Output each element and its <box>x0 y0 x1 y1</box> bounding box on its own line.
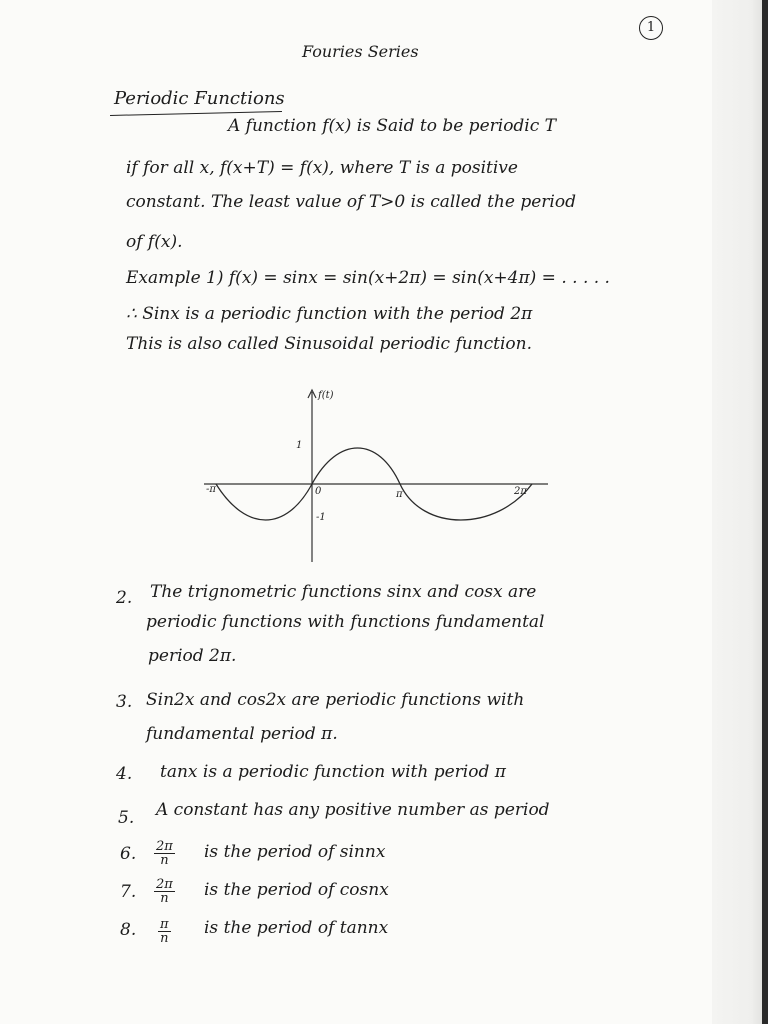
list-item-2-line-3: period 2π. <box>148 646 237 666</box>
fraction-numerator: 2π <box>156 877 173 892</box>
tick-bottom-label: -1 <box>316 512 326 523</box>
page-edge <box>712 0 768 1024</box>
fraction-denominator: n <box>160 853 169 868</box>
list-item-8-text: is the period of tannx <box>204 918 389 938</box>
two-pi-label: 2π <box>514 486 527 497</box>
list-item-6-num: 6. <box>120 844 137 864</box>
definition-line-2: if for all x, f(x+T) = f(x), where T is a positive <box>126 158 518 178</box>
list-item-2-num: 2. <box>116 588 133 608</box>
definition-line-3: constant. The least value of T>0 is called the period <box>126 192 576 212</box>
list-item-3-num: 3. <box>116 692 133 712</box>
pi-label: π <box>396 489 403 500</box>
list-item-4-line-1: tanx is a periodic function with period π <box>160 762 506 782</box>
page-number: 1 <box>639 16 663 40</box>
fraction-numerator: 2π <box>156 839 173 854</box>
list-item-6-fraction <box>154 840 175 867</box>
y-axis-label: f(t) <box>318 390 334 401</box>
list-item-7-fraction <box>154 878 175 905</box>
example-line-3: This is also called Sinusoidal periodic function. <box>126 334 533 354</box>
list-item-8-num: 8. <box>120 920 137 940</box>
list-item-7-num: 7. <box>120 882 137 902</box>
list-item-2-line-1: The trignometric functions sinx and cosx are <box>150 582 537 602</box>
definition-line-1: A function f(x) is Said to be periodic T <box>228 116 557 136</box>
fraction-numerator: π <box>160 917 169 932</box>
example-line-2: ∴ Sinx is a periodic function with the period 2π <box>126 304 533 324</box>
page-title: Fouries Series <box>302 42 419 61</box>
fraction-denominator: n <box>160 931 169 946</box>
tick-top-label: 1 <box>296 440 303 451</box>
binding-strip <box>762 0 768 1024</box>
fraction-denominator: n <box>160 891 169 906</box>
sine-graph <box>196 382 556 566</box>
list-item-8-fraction <box>158 918 171 945</box>
list-item-5-num: 5. <box>118 808 135 828</box>
list-item-5-line-1: A constant has any positive number as period <box>156 800 550 820</box>
list-item-6-text: is the period of sinnx <box>204 842 386 862</box>
list-item-3-line-1: Sin2x and cos2x are periodic functions with <box>146 690 525 710</box>
definition-line-4: of f(x). <box>126 232 183 252</box>
section-heading: Periodic Functions <box>114 88 285 109</box>
list-item-7-text: is the period of cosnx <box>204 880 389 900</box>
example-line-1: Example 1) f(x) = sinx = sin(x+2π) = sin(x+4π) = . . . . . <box>126 268 610 288</box>
neg-pi-label: -π <box>206 484 216 495</box>
list-item-3-line-2: fundamental period π. <box>146 724 338 744</box>
list-item-2-line-2: periodic functions with functions fundamental <box>146 612 545 632</box>
origin-label: 0 <box>315 486 322 497</box>
list-item-4-num: 4. <box>116 764 133 784</box>
